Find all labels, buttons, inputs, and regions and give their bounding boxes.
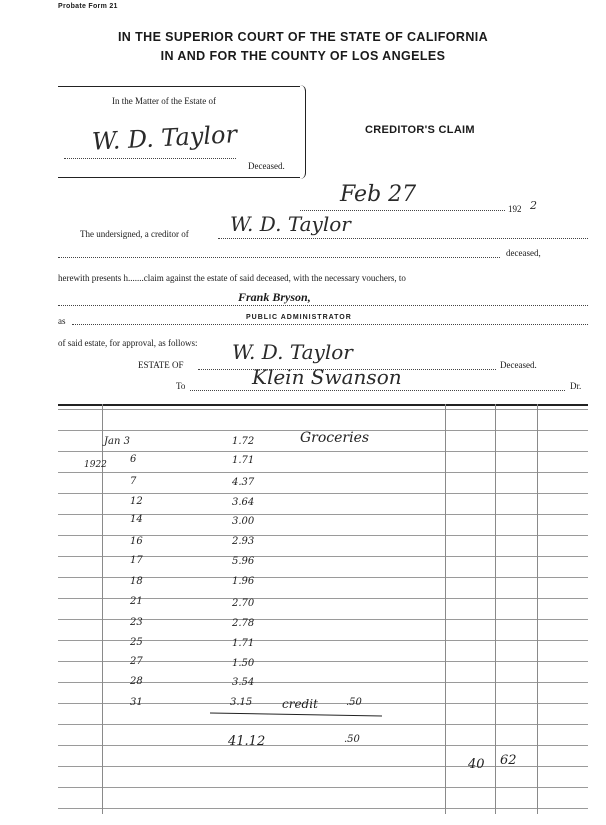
balance-dollars: 40 xyxy=(468,757,485,772)
undersigned-text: The undersigned, a creditor of xyxy=(80,229,189,239)
ledger-amount-12: 1.50 xyxy=(232,658,255,669)
to-name-signature: Klein Swanson xyxy=(252,365,402,389)
ledger-amount-1: 1.72 xyxy=(232,436,255,447)
ledger-amount-6: 2.93 xyxy=(232,536,255,547)
ledger-amount-14: 3.15 xyxy=(230,697,253,708)
ledger-date-12: 27 xyxy=(130,656,143,667)
date-handwritten: Feb 27 xyxy=(340,182,417,207)
as-label: as xyxy=(58,316,66,326)
matter-heading: In the Matter of the Estate of xyxy=(112,96,216,106)
ledger-year: 1922 xyxy=(84,460,107,470)
year-prefix: 192 xyxy=(508,204,522,214)
to-label: To xyxy=(176,381,186,391)
ledger-total: 41.12 xyxy=(228,734,266,749)
ledger-amount-3: 4.37 xyxy=(232,477,255,488)
claim-title: CREDITOR'S CLAIM xyxy=(365,124,475,136)
ledger-date-9: 21 xyxy=(130,596,143,607)
ledger-amount-2: 1.71 xyxy=(232,455,255,466)
ledger-date-4: 12 xyxy=(130,496,143,507)
estate-of-label: ESTATE OF xyxy=(138,360,184,370)
ledger-total-credit: .50 xyxy=(344,734,360,745)
ledger-date-13: 28 xyxy=(130,676,143,687)
ledger-date-7: 17 xyxy=(130,555,143,566)
ledger-date-8: 18 xyxy=(130,576,143,587)
deceased-text: deceased, xyxy=(506,248,541,258)
ledger-amount-9: 2.70 xyxy=(232,598,255,609)
year-suffix: 2 xyxy=(530,199,537,212)
of-said-text: of said estate, for approval, as follows: xyxy=(58,338,198,348)
ledger-amount-10: 2.78 xyxy=(232,618,255,629)
administrator-name: Frank Bryson, xyxy=(238,290,311,304)
ledger-amount-11: 1.71 xyxy=(232,638,255,649)
ledger-amount-7: 5.96 xyxy=(232,556,255,567)
deceased2-text: Deceased. xyxy=(500,360,537,370)
ledger-date-2: 6 xyxy=(130,454,137,465)
ledger-amount-4: 3.64 xyxy=(232,497,255,508)
form-number: Probate Form 21 xyxy=(58,3,118,10)
total-rule xyxy=(210,712,382,716)
ledger-amount-5: 3.00 xyxy=(232,516,255,527)
dr-label: Dr. xyxy=(570,381,582,391)
ledger-date-11: 25 xyxy=(130,637,143,648)
ledger-date-3: 7 xyxy=(130,476,137,487)
creditor-of-signature: W. D. Taylor xyxy=(230,212,351,236)
ledger-date-14: 31 xyxy=(130,697,143,708)
deceased-label: Deceased. xyxy=(248,161,285,171)
herewith-text: herewith presents h.......claim against the estate of said deceased, with the necessary vouchers, to xyxy=(58,273,406,283)
ledger-amount-13: 3.54 xyxy=(232,677,255,688)
ledger-date-10: 23 xyxy=(130,617,143,628)
court-title-line1: IN THE SUPERIOR COURT OF THE STATE OF CALIFORNIA xyxy=(117,30,489,44)
decedent-signature: W. D. Taylor xyxy=(91,120,238,156)
ledger-credit-amount: .50 xyxy=(346,697,362,708)
balance-cents: 62 xyxy=(500,753,517,768)
estate-of-signature: W. D. Taylor xyxy=(232,340,353,364)
ledger-date-1: Jan 3 xyxy=(104,436,130,447)
ledger-amount-8: 1.96 xyxy=(232,576,255,587)
court-title-line2: IN AND FOR THE COUNTY OF LOS ANGELES xyxy=(160,49,446,63)
ledger-note-1: Groceries xyxy=(300,430,370,446)
ledger-date-5: 14 xyxy=(130,514,143,525)
ledger-note-14: credit xyxy=(282,697,318,711)
administrator-title: PUBLIC ADMINISTRATOR xyxy=(246,314,352,321)
ledger-date-6: 16 xyxy=(130,536,143,547)
